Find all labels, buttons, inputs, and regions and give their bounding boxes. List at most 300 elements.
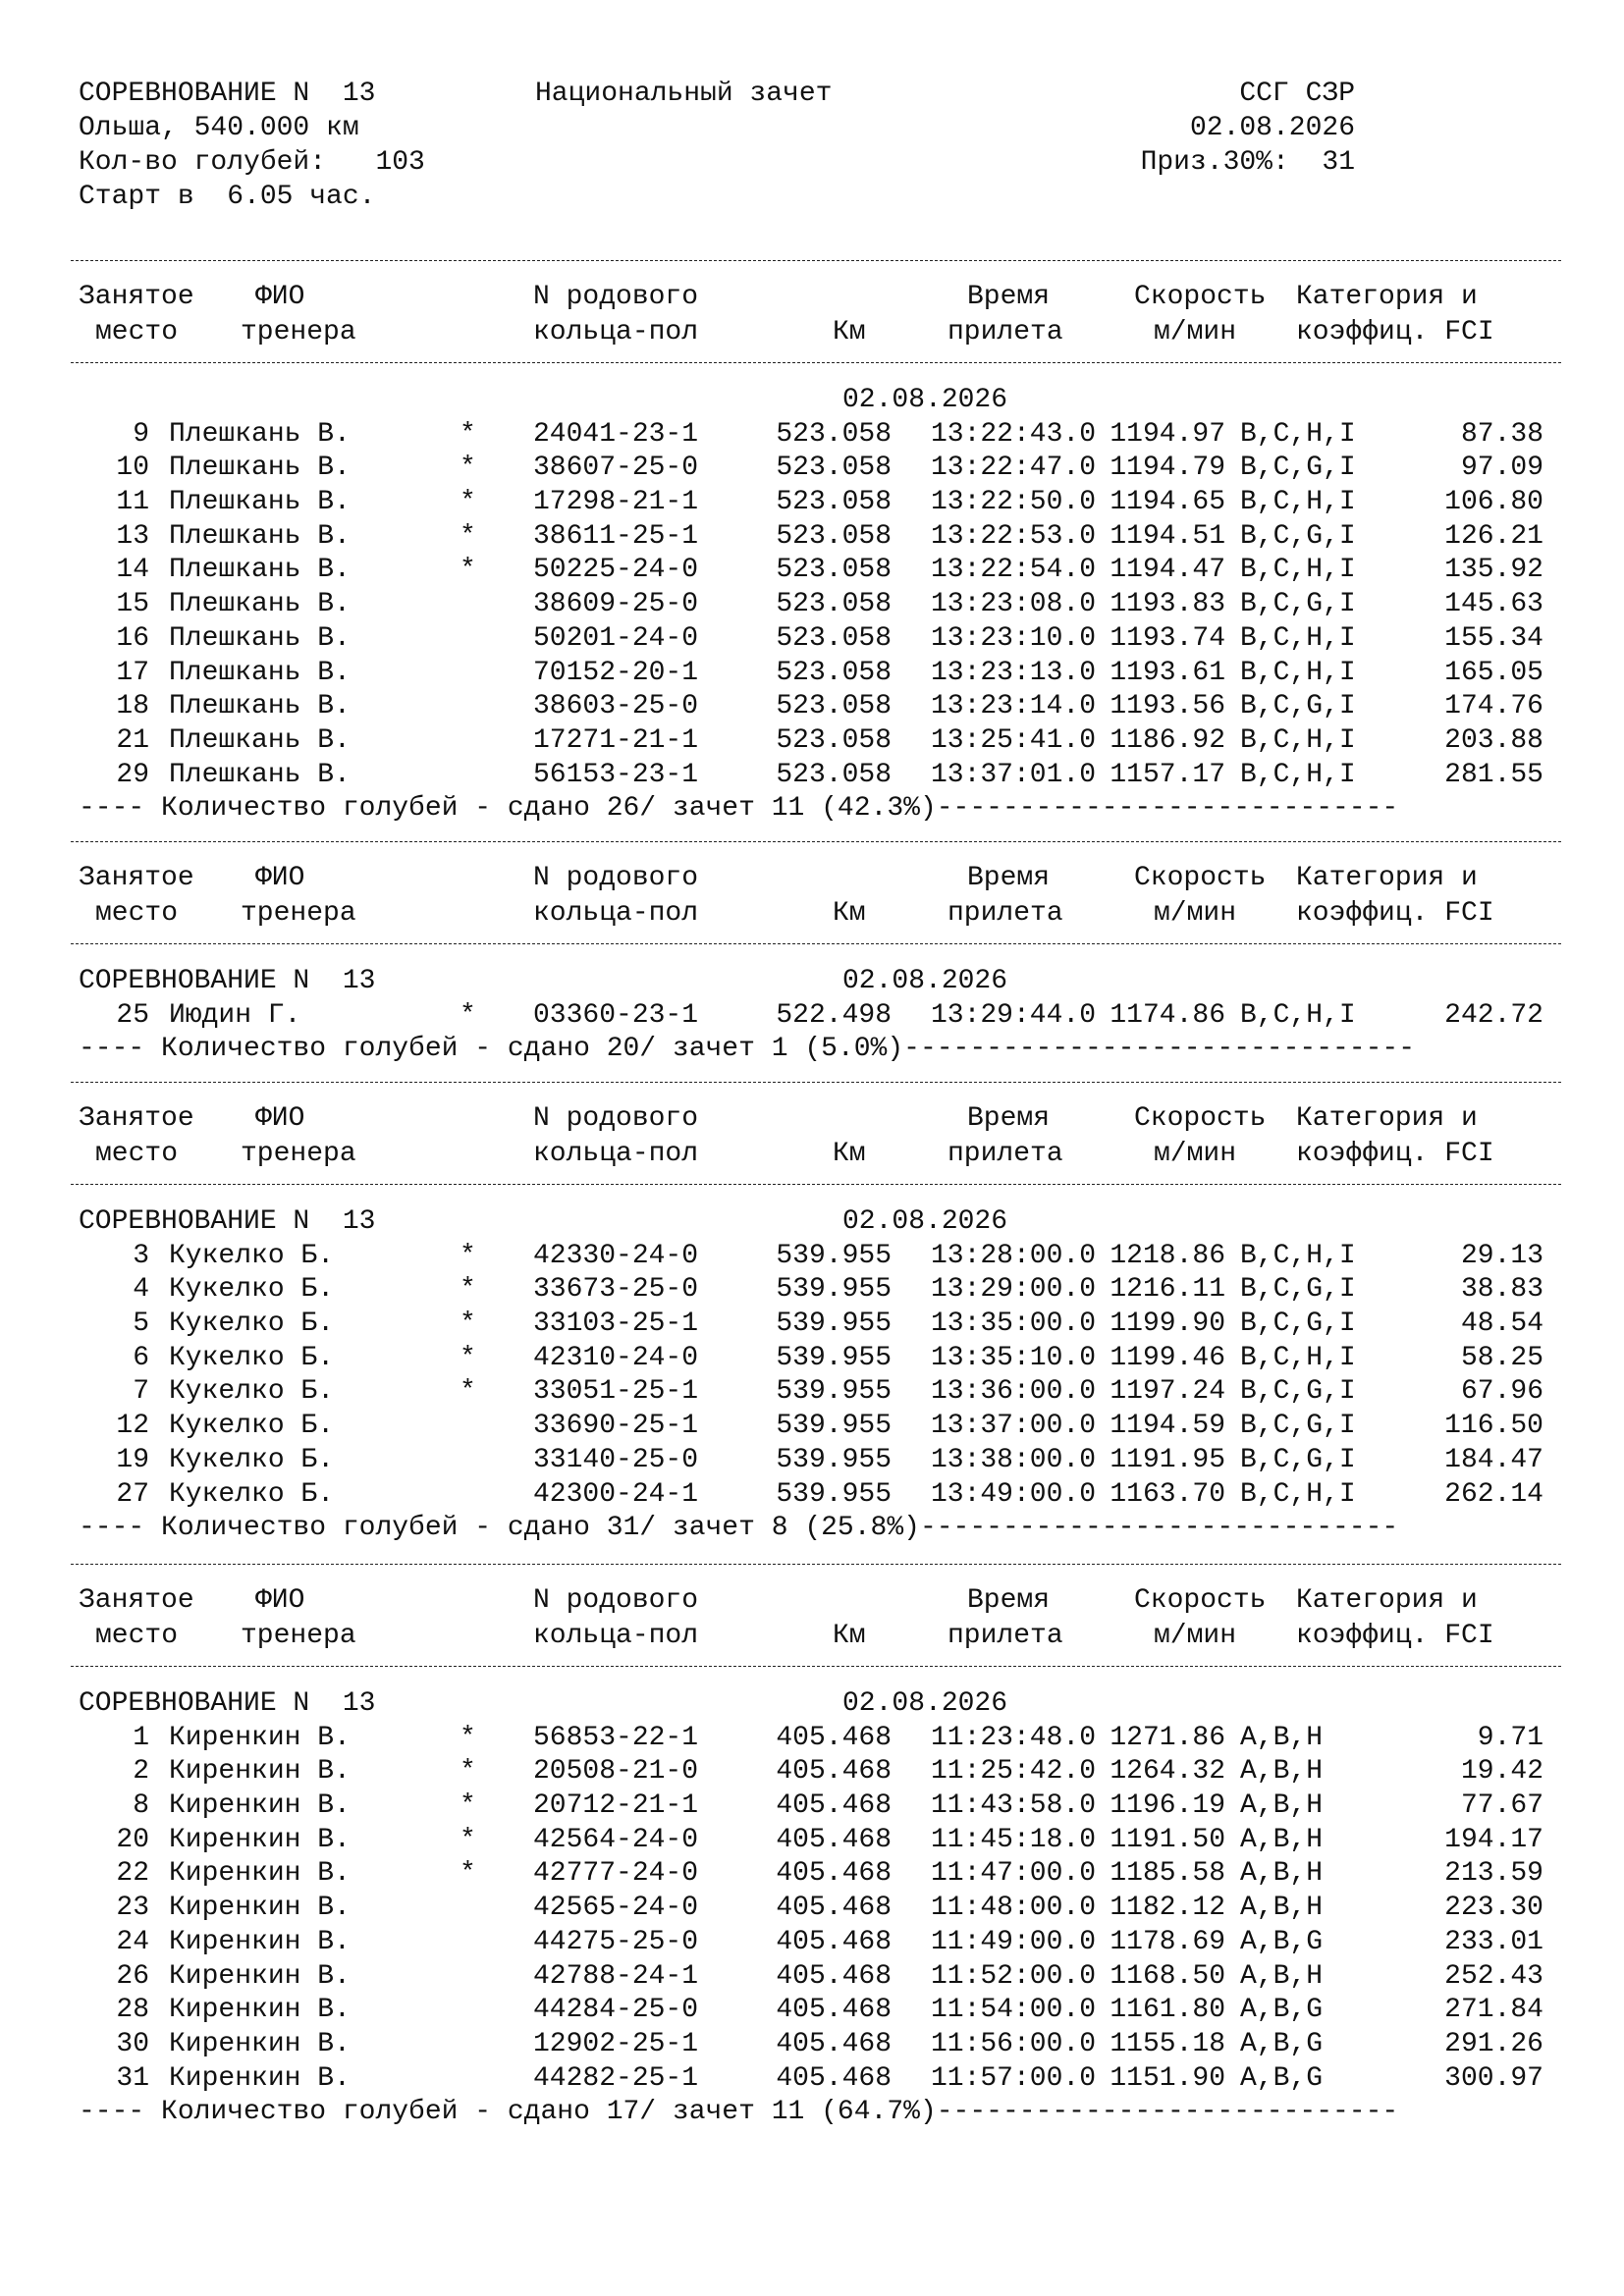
ring-number-cell: 38607-25-0: [533, 453, 699, 484]
place-cell: 22: [116, 1858, 149, 1890]
distance-cell: 405.468: [776, 2028, 892, 2059]
distance-cell: 405.468: [776, 1960, 892, 1992]
arrival-time-cell: 13:29:00.0: [930, 1274, 1096, 1306]
result-row: [79, 1239, 1551, 1273]
trainer-name-cell: Кукелко Б.: [169, 1342, 335, 1373]
category-cell: B,C,H,I: [1240, 1240, 1356, 1271]
column-label-speed-sub: м/мин: [1154, 1621, 1237, 1651]
section-competition-title: СОРЕВНОВАНИЕ N 13: [79, 966, 376, 996]
arrival-time-cell: 13:38:00.0: [930, 1444, 1096, 1475]
place-cell: 28: [116, 1995, 149, 2026]
result-row: [79, 587, 1551, 621]
distance-cell: 405.468: [776, 1926, 892, 1957]
distance-cell: 523.058: [776, 589, 892, 620]
speed-cell: 1194.79: [1110, 453, 1225, 484]
trainer-name-cell: Киренкин В.: [169, 1926, 351, 1957]
column-label-speed: Скорость: [1134, 1585, 1267, 1616]
speed-cell: 1168.50: [1110, 1960, 1225, 1992]
section-divider: [71, 362, 1561, 363]
column-header-line-1: [79, 861, 1551, 896]
ring-number-cell: 56153-23-1: [533, 759, 699, 790]
fci-coefficient-cell: 165.05: [1444, 657, 1543, 688]
section-competition-title: СОРЕВНОВАНИЕ N 13: [79, 1688, 376, 1719]
result-row: [79, 417, 1551, 452]
ring-number-cell: 42310-24-0: [533, 1342, 699, 1373]
ring-number-cell: 42777-24-0: [533, 1858, 699, 1890]
fci-coefficient-cell: 67.96: [1460, 1376, 1543, 1408]
distance-cell: 523.058: [776, 520, 892, 552]
section-divider: [71, 1184, 1561, 1185]
column-label-ring-sub: кольца-пол: [533, 317, 699, 347]
result-row: [79, 723, 1551, 758]
column-label-time: Время: [967, 1585, 1051, 1616]
prize-info: Приз.30%: 31: [1140, 147, 1355, 178]
column-header-line-2: [79, 1137, 1551, 1172]
section-competition-title: СОРЕВНОВАНИЕ N 13: [79, 1206, 376, 1237]
result-row: [79, 1754, 1551, 1789]
marker-cell: *: [460, 999, 476, 1031]
column-label-cat-sub: коэффиц. FCI: [1296, 898, 1494, 929]
pigeon-count: Кол-во голубей: 103: [79, 147, 425, 178]
fci-coefficient-cell: 58.25: [1460, 1342, 1543, 1373]
speed-cell: 1199.90: [1110, 1308, 1225, 1340]
arrival-time-cell: 13:23:14.0: [930, 691, 1096, 722]
speed-cell: 1163.70: [1110, 1478, 1225, 1510]
column-label-speed: Скорость: [1134, 282, 1267, 312]
place-cell: 26: [116, 1960, 149, 1992]
arrival-time-cell: 13:23:13.0: [930, 657, 1096, 688]
arrival-time-cell: 11:48:00.0: [930, 1893, 1096, 1924]
distance-cell: 405.468: [776, 1893, 892, 1924]
speed-cell: 1194.97: [1110, 418, 1225, 450]
result-row: [79, 519, 1551, 554]
section-date: 02.08.2026: [842, 1688, 1008, 1719]
ring-number-cell: 33140-25-0: [533, 1444, 699, 1475]
category-cell: B,C,H,I: [1240, 622, 1356, 654]
distance-cell: 539.955: [776, 1240, 892, 1271]
category-cell: B,C,G,I: [1240, 520, 1356, 552]
column-label-km: Км: [833, 317, 866, 347]
category-cell: B,C,H,I: [1240, 724, 1356, 756]
result-row: [79, 1409, 1551, 1443]
arrival-time-cell: 13:22:43.0: [930, 418, 1096, 450]
result-row: [79, 656, 1551, 690]
trainer-name-cell: Плешкань В.: [169, 453, 351, 484]
place-cell: 4: [133, 1274, 149, 1306]
ring-number-cell: 42565-24-0: [533, 1893, 699, 1924]
result-row: [79, 1477, 1551, 1512]
column-header-line-2: [79, 315, 1551, 350]
result-row: [79, 485, 1551, 519]
place-cell: 27: [116, 1478, 149, 1510]
column-label-name-sub: тренера: [241, 898, 356, 929]
distance-cell: 539.955: [776, 1411, 892, 1442]
marker-cell: *: [460, 1824, 476, 1855]
place-cell: 13: [116, 520, 149, 552]
marker-cell: *: [460, 1376, 476, 1408]
trainer-name-cell: Плешкань В.: [169, 520, 351, 552]
ring-number-cell: 17298-21-1: [533, 487, 699, 518]
column-label-name: ФИО: [255, 1103, 305, 1134]
arrival-time-cell: 11:49:00.0: [930, 1926, 1096, 1957]
section-title-row: [79, 964, 1551, 998]
category-cell: B,C,G,I: [1240, 1376, 1356, 1408]
column-label-ring: N родового: [533, 282, 699, 312]
marker-cell: *: [460, 1858, 476, 1890]
column-label-speed-sub: м/мин: [1154, 898, 1237, 929]
column-label-cat-sub: коэффиц. FCI: [1296, 317, 1494, 347]
place-cell: 16: [116, 622, 149, 654]
ring-number-cell: 56853-22-1: [533, 1722, 699, 1753]
category-cell: A,B,H: [1240, 1790, 1324, 1822]
distance-cell: 405.468: [776, 1858, 892, 1890]
trainer-name-cell: Кукелко Б.: [169, 1274, 335, 1306]
arrival-time-cell: 11:23:48.0: [930, 1722, 1096, 1753]
column-label-speed: Скорость: [1134, 863, 1267, 893]
column-label-time-sub: прилета: [947, 898, 1063, 929]
trainer-section: [79, 383, 1551, 827]
arrival-time-cell: 13:23:10.0: [930, 622, 1096, 654]
section-summary: ---- Количество голубей - сдано 17/ зачет 11 (64.7%)----------------------------: [79, 2097, 1399, 2128]
section-divider: [71, 841, 1561, 842]
trainer-name-cell: Кукелко Б.: [169, 1308, 335, 1340]
trainer-name-cell: Июдин Г.: [169, 999, 301, 1031]
arrival-time-cell: 13:37:01.0: [930, 759, 1096, 790]
trainer-name-cell: Плешкань В.: [169, 622, 351, 654]
category-cell: B,C,G,I: [1240, 453, 1356, 484]
fci-coefficient-cell: 29.13: [1460, 1240, 1543, 1271]
section-divider: [71, 943, 1561, 944]
column-label-name: ФИО: [255, 1585, 305, 1616]
category-cell: A,B,H: [1240, 1960, 1324, 1992]
place-cell: 2: [133, 1756, 149, 1788]
result-row: [79, 758, 1551, 792]
column-label-name-sub: тренера: [241, 1621, 356, 1651]
ring-number-cell: 50225-24-0: [533, 555, 699, 586]
section-title-row: [79, 1686, 1551, 1721]
section-divider: [71, 1564, 1561, 1565]
arrival-time-cell: 11:43:58.0: [930, 1790, 1096, 1822]
distance-cell: 405.468: [776, 1722, 892, 1753]
section-summary: ---- Количество голубей - сдано 31/ зачет 8 (25.8%)-----------------------------: [79, 1513, 1399, 1544]
marker-cell: *: [460, 1274, 476, 1306]
race-date: 02.08.2026: [1189, 113, 1355, 143]
arrival-time-cell: 11:56:00.0: [930, 2028, 1096, 2059]
ring-number-cell: 44275-25-0: [533, 1926, 699, 1957]
ring-number-cell: 42300-24-1: [533, 1478, 699, 1510]
place-cell: 7: [133, 1376, 149, 1408]
organization: ССГ СЗР: [1239, 79, 1355, 109]
place-cell: 20: [116, 1824, 149, 1855]
arrival-time-cell: 13:49:00.0: [930, 1478, 1096, 1510]
column-label-ring-sub: кольца-пол: [533, 898, 699, 929]
ring-number-cell: 38609-25-0: [533, 589, 699, 620]
trainer-name-cell: Плешкань В.: [169, 418, 351, 450]
column-label-place-sub: место: [95, 1139, 179, 1169]
distance-cell: 405.468: [776, 1756, 892, 1788]
distance-cell: 523.058: [776, 657, 892, 688]
place-cell: 17: [116, 657, 149, 688]
column-label-place-sub: место: [95, 1621, 179, 1651]
category-cell: B,C,H,I: [1240, 555, 1356, 586]
column-label-time-sub: прилета: [947, 1139, 1063, 1169]
trainer-name-cell: Киренкин В.: [169, 1824, 351, 1855]
trainer-name-cell: Кукелко Б.: [169, 1478, 335, 1510]
column-label-place-sub: место: [95, 898, 179, 929]
place-cell: 14: [116, 555, 149, 586]
category-cell: B,C,H,I: [1240, 657, 1356, 688]
section-divider: [71, 1082, 1561, 1083]
fci-coefficient-cell: 194.17: [1444, 1824, 1543, 1855]
trainer-name-cell: Киренкин В.: [169, 1858, 351, 1890]
speed-cell: 1194.65: [1110, 487, 1225, 518]
category-cell: B,C,G,I: [1240, 589, 1356, 620]
ring-number-cell: 44284-25-0: [533, 1995, 699, 2026]
column-label-place: Занятое: [79, 1103, 194, 1134]
trainer-name-cell: Плешкань В.: [169, 759, 351, 790]
result-row: [79, 1925, 1551, 1959]
arrival-time-cell: 13:25:41.0: [930, 724, 1096, 756]
column-label-name-sub: тренера: [241, 317, 356, 347]
column-label-ring: N родового: [533, 1585, 699, 1616]
column-label-name: ФИО: [255, 282, 305, 312]
speed-cell: 1196.19: [1110, 1790, 1225, 1822]
arrival-time-cell: 11:54:00.0: [930, 1995, 1096, 2026]
speed-cell: 1193.61: [1110, 657, 1225, 688]
fci-coefficient-cell: 174.76: [1444, 691, 1543, 722]
marker-cell: *: [460, 555, 476, 586]
category-cell: B,C,G,I: [1240, 691, 1356, 722]
arrival-time-cell: 13:23:08.0: [930, 589, 1096, 620]
category-cell: A,B,H: [1240, 1756, 1324, 1788]
speed-cell: 1264.32: [1110, 1756, 1225, 1788]
marker-cell: *: [460, 1722, 476, 1753]
place-cell: 12: [116, 1411, 149, 1442]
column-label-cat-sub: коэффиц. FCI: [1296, 1621, 1494, 1651]
speed-cell: 1194.59: [1110, 1411, 1225, 1442]
fci-coefficient-cell: 184.47: [1444, 1444, 1543, 1475]
speed-cell: 1194.47: [1110, 555, 1225, 586]
report-header: [79, 77, 1355, 214]
column-label-ring: N родового: [533, 1103, 699, 1134]
section-date: 02.08.2026: [842, 1206, 1008, 1237]
speed-cell: 1191.95: [1110, 1444, 1225, 1475]
marker-cell: *: [460, 453, 476, 484]
trainer-name-cell: Киренкин В.: [169, 1960, 351, 1992]
fci-coefficient-cell: 155.34: [1444, 622, 1543, 654]
result-row: [79, 1856, 1551, 1891]
category-cell: B,C,H,I: [1240, 1478, 1356, 1510]
result-row: [79, 1443, 1551, 1477]
fci-coefficient-cell: 97.09: [1460, 453, 1543, 484]
trainer-section: [79, 964, 1551, 1067]
result-row: [79, 1993, 1551, 2027]
category-cell: B,C,G,I: [1240, 1274, 1356, 1306]
ring-number-cell: 20508-21-0: [533, 1756, 699, 1788]
column-label-speed-sub: м/мин: [1154, 1139, 1237, 1169]
result-row: [79, 2027, 1551, 2061]
place-cell: 5: [133, 1308, 149, 1340]
speed-cell: 1157.17: [1110, 759, 1225, 790]
speed-cell: 1199.46: [1110, 1342, 1225, 1373]
speed-cell: 1271.86: [1110, 1722, 1225, 1753]
distance-cell: 539.955: [776, 1308, 892, 1340]
arrival-time-cell: 13:29:44.0: [930, 999, 1096, 1031]
section-title-row: [79, 383, 1551, 417]
column-label-km: Км: [833, 898, 866, 929]
arrival-time-cell: 13:22:47.0: [930, 453, 1096, 484]
column-label-name-sub: тренера: [241, 1139, 356, 1169]
distance-cell: 523.058: [776, 418, 892, 450]
column-label-time-sub: прилета: [947, 317, 1063, 347]
fci-coefficient-cell: 19.42: [1460, 1756, 1543, 1788]
arrival-time-cell: 11:52:00.0: [930, 1960, 1096, 1992]
speed-cell: 1191.50: [1110, 1824, 1225, 1855]
fci-coefficient-cell: 271.84: [1444, 1995, 1543, 2026]
place-cell: 25: [116, 999, 149, 1031]
speed-cell: 1194.51: [1110, 520, 1225, 552]
result-row: [79, 1272, 1551, 1307]
speed-cell: 1218.86: [1110, 1240, 1225, 1271]
section-divider: [71, 1666, 1561, 1667]
column-label-name: ФИО: [255, 863, 305, 893]
category-cell: B,C,H,I: [1240, 999, 1356, 1031]
column-label-time: Время: [967, 282, 1051, 312]
column-label-place: Занятое: [79, 282, 194, 312]
column-header: [79, 1583, 1551, 1654]
speed-cell: 1155.18: [1110, 2028, 1225, 2059]
trainer-name-cell: Кукелко Б.: [169, 1376, 335, 1408]
distance-cell: 523.058: [776, 691, 892, 722]
result-row: [79, 1341, 1551, 1375]
ring-number-cell: 24041-23-1: [533, 418, 699, 450]
result-row: [79, 1789, 1551, 1823]
arrival-time-cell: 11:47:00.0: [930, 1858, 1096, 1890]
place-cell: 6: [133, 1342, 149, 1373]
place-cell: 18: [116, 691, 149, 722]
competition-title: СОРЕВНОВАНИЕ N 13: [79, 79, 376, 109]
result-row: [79, 998, 1551, 1033]
category-cell: A,B,H: [1240, 1858, 1324, 1890]
fci-coefficient-cell: 203.88: [1444, 724, 1543, 756]
speed-cell: 1193.56: [1110, 691, 1225, 722]
ring-number-cell: 03360-23-1: [533, 999, 699, 1031]
arrival-time-cell: 11:57:00.0: [930, 2062, 1096, 2094]
ring-number-cell: 20712-21-1: [533, 1790, 699, 1822]
distance-cell: 523.058: [776, 724, 892, 756]
speed-cell: 1151.90: [1110, 2062, 1225, 2094]
arrival-time-cell: 13:22:50.0: [930, 487, 1096, 518]
column-header-line-2: [79, 1619, 1551, 1654]
result-row: [79, 2061, 1551, 2096]
result-row: [79, 1823, 1551, 1857]
distance-cell: 405.468: [776, 1995, 892, 2026]
speed-cell: 1178.69: [1110, 1926, 1225, 1957]
column-label-time: Время: [967, 863, 1051, 893]
speed-cell: 1182.12: [1110, 1893, 1225, 1924]
ring-number-cell: 17271-21-1: [533, 724, 699, 756]
ring-number-cell: 44282-25-1: [533, 2062, 699, 2094]
arrival-time-cell: 13:22:53.0: [930, 520, 1096, 552]
speed-cell: 1216.11: [1110, 1274, 1225, 1306]
trainer-section: [79, 1686, 1551, 2130]
ring-number-cell: 33051-25-1: [533, 1376, 699, 1408]
category-cell: A,B,H: [1240, 1722, 1324, 1753]
fci-coefficient-cell: 38.83: [1460, 1274, 1543, 1306]
distance-cell: 539.955: [776, 1478, 892, 1510]
fci-coefficient-cell: 291.26: [1444, 2028, 1543, 2059]
marker-cell: *: [460, 1342, 476, 1373]
ring-number-cell: 70152-20-1: [533, 657, 699, 688]
category-cell: B,C,H,I: [1240, 1342, 1356, 1373]
ring-number-cell: 42330-24-0: [533, 1240, 699, 1271]
column-label-km: Км: [833, 1139, 866, 1169]
fci-coefficient-cell: 262.14: [1444, 1478, 1543, 1510]
fci-coefficient-cell: 9.71: [1477, 1722, 1543, 1753]
place-cell: 11: [116, 487, 149, 518]
speed-cell: 1161.80: [1110, 1995, 1225, 2026]
distance-cell: 523.058: [776, 622, 892, 654]
trainer-name-cell: Кукелко Б.: [169, 1444, 335, 1475]
distance-cell: 405.468: [776, 2062, 892, 2094]
column-label-ring-sub: кольца-пол: [533, 1621, 699, 1651]
distance-cell: 539.955: [776, 1444, 892, 1475]
column-label-cat-sub: коэффиц. FCI: [1296, 1139, 1494, 1169]
place-cell: 21: [116, 724, 149, 756]
fci-coefficient-cell: 213.59: [1444, 1858, 1543, 1890]
arrival-time-cell: 13:22:54.0: [930, 555, 1096, 586]
category-cell: B,C,G,I: [1240, 1444, 1356, 1475]
arrival-time-cell: 13:35:00.0: [930, 1308, 1096, 1340]
column-label-time: Время: [967, 1103, 1051, 1134]
column-label-ring: N родового: [533, 863, 699, 893]
category-cell: B,C,H,I: [1240, 487, 1356, 518]
fci-coefficient-cell: 281.55: [1444, 759, 1543, 790]
trainer-name-cell: Плешкань В.: [169, 555, 351, 586]
distance-cell: 523.058: [776, 453, 892, 484]
place-cell: 3: [133, 1240, 149, 1271]
place-cell: 24: [116, 1926, 149, 1957]
place-cell: 10: [116, 453, 149, 484]
speed-cell: 1185.58: [1110, 1858, 1225, 1890]
speed-cell: 1186.92: [1110, 724, 1225, 756]
fci-coefficient-cell: 242.72: [1444, 999, 1543, 1031]
column-header: [79, 280, 1551, 350]
column-label-place: Занятое: [79, 863, 194, 893]
arrival-time-cell: 11:25:42.0: [930, 1756, 1096, 1788]
distance-cell: 539.955: [776, 1274, 892, 1306]
category-cell: A,B,G: [1240, 1926, 1324, 1957]
column-header-line-1: [79, 280, 1551, 315]
trainer-name-cell: Киренкин В.: [169, 1756, 351, 1788]
trainer-name-cell: Киренкин В.: [169, 1995, 351, 2026]
section-summary: ---- Количество голубей - сдано 26/ зачет 11 (42.3%)----------------------------: [79, 793, 1399, 825]
speed-cell: 1174.86: [1110, 999, 1225, 1031]
place-cell: 15: [116, 589, 149, 620]
arrival-time-cell: 11:45:18.0: [930, 1824, 1096, 1855]
marker-cell: *: [460, 520, 476, 552]
result-row: [79, 1374, 1551, 1409]
arrival-time-cell: 13:36:00.0: [930, 1376, 1096, 1408]
column-header-line-1: [79, 1583, 1551, 1619]
place-cell: 1: [133, 1722, 149, 1753]
column-label-cat: Категория и: [1296, 1103, 1478, 1134]
place-cell: 23: [116, 1893, 149, 1924]
distance-cell: 405.468: [776, 1790, 892, 1822]
category-cell: B,C,H,I: [1240, 759, 1356, 790]
place-cell: 30: [116, 2028, 149, 2059]
trainer-name-cell: Киренкин В.: [169, 1722, 351, 1753]
